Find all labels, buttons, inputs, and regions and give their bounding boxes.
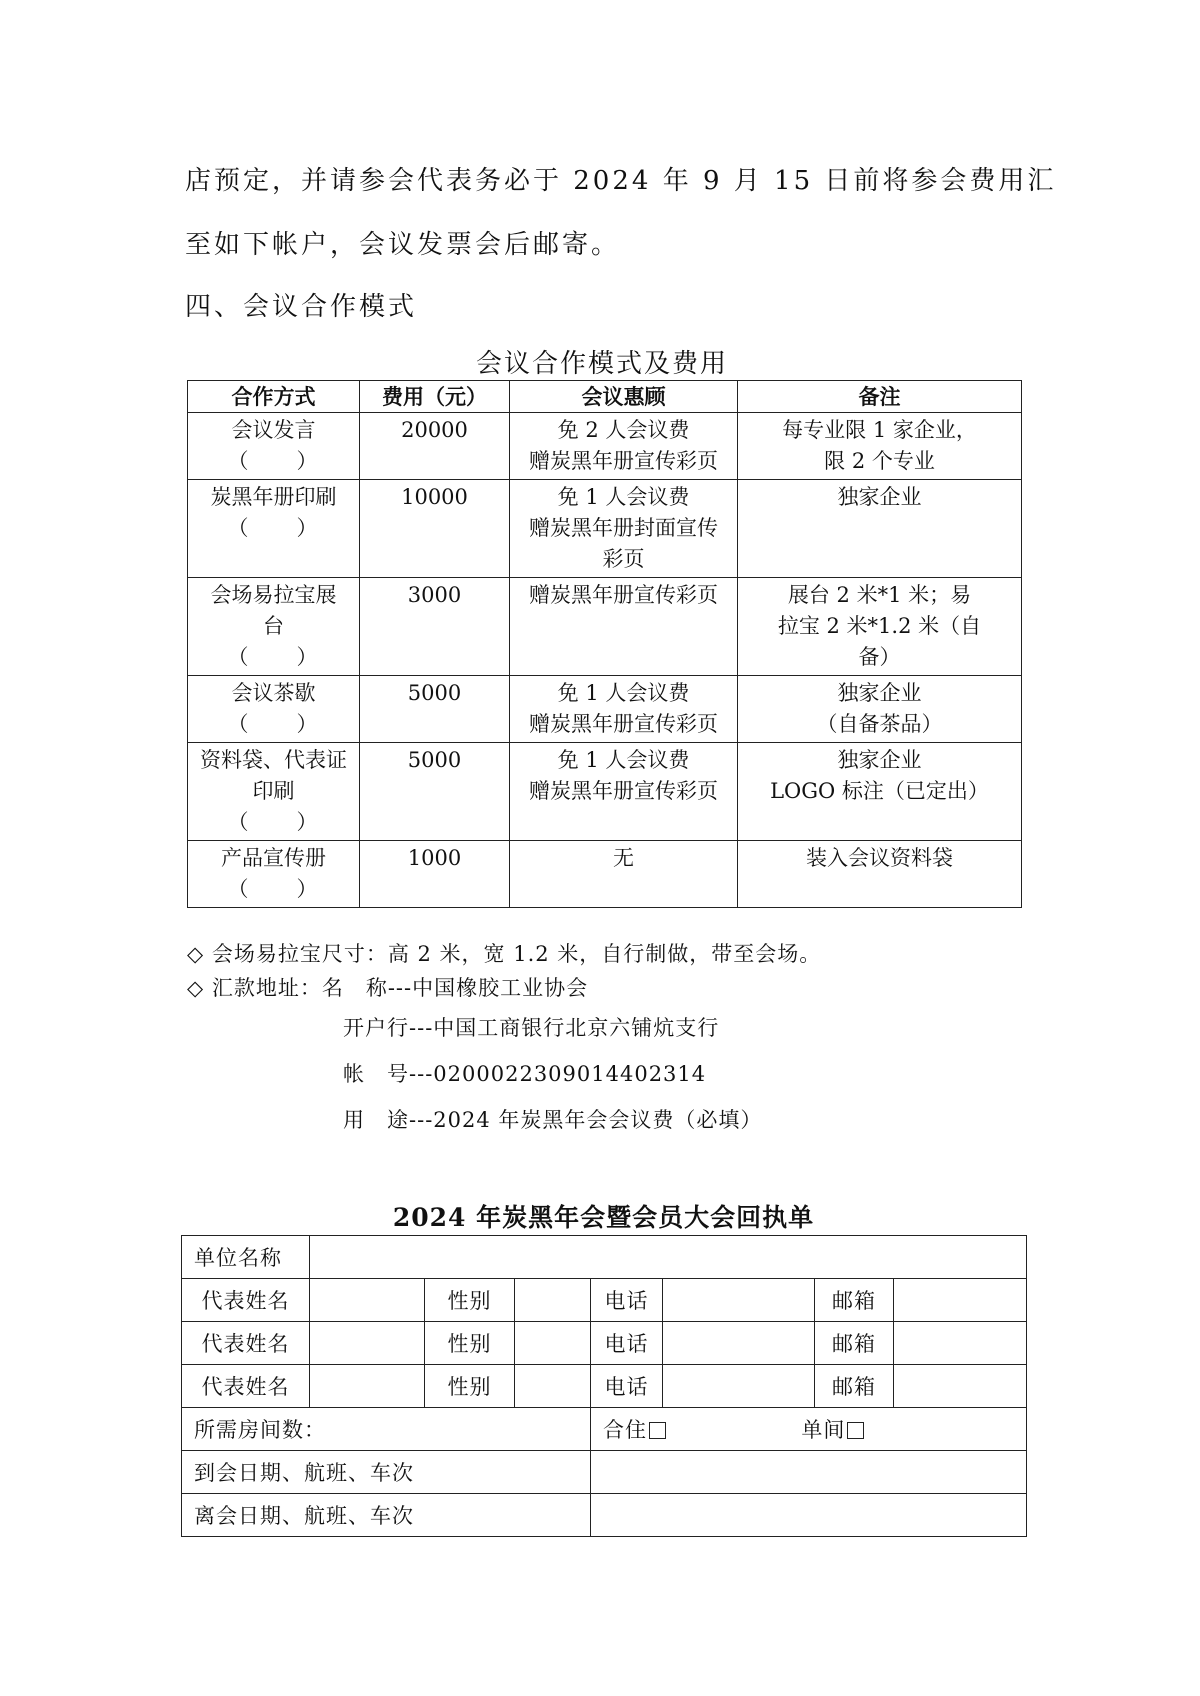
email-label: 邮箱 bbox=[815, 1365, 894, 1408]
coop-benefit-cell bbox=[510, 743, 738, 841]
header-fee: 费用（元） bbox=[360, 381, 510, 413]
email-cell[interactable] bbox=[894, 1279, 1027, 1322]
coop-benefit-text: 免 1 人会议费 bbox=[557, 485, 690, 509]
selection-blank[interactable]: （ ） bbox=[227, 516, 320, 540]
coop-row bbox=[188, 480, 1022, 578]
cooperation-table bbox=[187, 380, 1022, 908]
gender-label: 性别 bbox=[425, 1279, 515, 1322]
coop-mode-text: 台 bbox=[263, 614, 284, 638]
email-cell[interactable] bbox=[894, 1322, 1027, 1365]
coop-mode-text: 产品宣传册 bbox=[221, 846, 326, 870]
coop-row bbox=[188, 841, 1022, 908]
coop-benefit-cell bbox=[510, 841, 738, 908]
coop-mode-cell bbox=[188, 743, 360, 841]
rooms-row bbox=[182, 1408, 1027, 1451]
selection-blank[interactable]: （ ） bbox=[227, 810, 320, 834]
receipt-form bbox=[181, 1235, 1027, 1537]
coop-fee-cell bbox=[360, 480, 510, 578]
size-note: ◇ 会场易拉宝尺寸：高 2 米，宽 1.2 米，自行制做，带至会场。 bbox=[187, 942, 822, 966]
intro-line-2: 至如下帐户，会议发票会后邮寄。 bbox=[185, 230, 621, 260]
coop-fee-cell bbox=[360, 676, 510, 743]
coop-fee-cell bbox=[360, 841, 510, 908]
coop-remark-cell bbox=[738, 578, 1022, 676]
coop-remark-cell bbox=[738, 413, 1022, 480]
coop-remark-text: 每专业限 1 家企业， bbox=[782, 418, 977, 442]
phone-cell[interactable] bbox=[663, 1279, 815, 1322]
coop-benefit-text: 彩页 bbox=[602, 547, 645, 571]
rooms-label: 所需房间数： bbox=[182, 1408, 591, 1451]
coop-row bbox=[188, 743, 1022, 841]
coop-mode-text: 炭黑年册印刷 bbox=[210, 485, 337, 509]
remit-name: ◇ 汇款地址：名 称---中国橡胶工业协会 bbox=[187, 976, 589, 1000]
rep-name-cell[interactable] bbox=[310, 1279, 425, 1322]
section-heading: 四、会议合作模式 bbox=[185, 292, 418, 322]
remit-account: 帐 号---0200022309014402314 bbox=[343, 1062, 707, 1086]
single-room-label: 单间 bbox=[801, 1418, 846, 1442]
selection-blank[interactable]: （ ） bbox=[227, 712, 320, 736]
coop-remark-text: 独家企业 bbox=[837, 748, 922, 772]
coop-remark-text: 独家企业 bbox=[837, 485, 922, 509]
coop-table-caption: 会议合作模式及费用 bbox=[475, 349, 728, 379]
shared-room-checkbox[interactable] bbox=[649, 1422, 666, 1439]
rep-row bbox=[182, 1279, 1027, 1322]
coop-remark-cell bbox=[738, 743, 1022, 841]
selection-blank[interactable]: （ ） bbox=[227, 645, 320, 669]
shared-room-label: 合住 bbox=[603, 1418, 647, 1442]
coop-mode-cell bbox=[188, 578, 360, 676]
coop-remark-text: 装入会议资料袋 bbox=[806, 846, 953, 870]
selection-blank[interactable]: （ ） bbox=[227, 877, 320, 901]
coop-row bbox=[188, 676, 1022, 743]
coop-mode-text: 会议茶歇 bbox=[231, 681, 316, 705]
coop-mode-text: 资料袋、代表证 bbox=[200, 748, 347, 772]
coop-benefit-text: 赠炭黑年册宣传彩页 bbox=[529, 449, 718, 473]
gender-cell[interactable] bbox=[515, 1365, 591, 1408]
coop-mode-text: 印刷 bbox=[252, 779, 295, 803]
coop-fee-text: 10000 bbox=[401, 485, 468, 509]
header-benefit: 会议惠顾 bbox=[510, 381, 738, 413]
arrival-label: 到会日期、航班、车次 bbox=[182, 1451, 591, 1494]
coop-remark-text: 限 2 个专业 bbox=[824, 449, 935, 473]
phone-cell[interactable] bbox=[663, 1322, 815, 1365]
coop-remark-text: LOGO 标注（已定出） bbox=[770, 779, 989, 803]
coop-benefit-text: 赠炭黑年册宣传彩页 bbox=[529, 779, 718, 803]
coop-benefit-text: 免 1 人会议费 bbox=[557, 748, 690, 772]
coop-benefit-cell bbox=[510, 413, 738, 480]
coop-fee-text: 5000 bbox=[407, 748, 462, 772]
phone-label: 电话 bbox=[591, 1322, 663, 1365]
coop-benefit-cell bbox=[510, 578, 738, 676]
receipt-title: 2024 年炭黑年会暨会员大会回执单 bbox=[392, 1203, 815, 1232]
unit-row bbox=[182, 1236, 1027, 1279]
intro-line-1: 店预定，并请参会代表务必于 2024 年 9 月 15 日前将参会费用汇 bbox=[185, 166, 1057, 196]
coop-remark-cell bbox=[738, 480, 1022, 578]
remit-bank: 开户行---中国工商银行北京六铺炕支行 bbox=[343, 1016, 720, 1040]
coop-remark-cell bbox=[738, 676, 1022, 743]
gender-label: 性别 bbox=[425, 1322, 515, 1365]
phone-label: 电话 bbox=[591, 1279, 663, 1322]
coop-fee-cell bbox=[360, 413, 510, 480]
room-type-cell bbox=[591, 1408, 1027, 1451]
coop-mode-cell bbox=[188, 676, 360, 743]
coop-benefit-cell bbox=[510, 676, 738, 743]
departure-row bbox=[182, 1494, 1027, 1537]
coop-fee-text: 5000 bbox=[407, 681, 462, 705]
coop-mode-text: 会议发言 bbox=[231, 418, 316, 442]
unit-input-cell[interactable] bbox=[310, 1236, 1027, 1279]
coop-remark-text: （自备茶品） bbox=[816, 712, 943, 736]
selection-blank[interactable]: （ ） bbox=[227, 449, 320, 473]
coop-benefit-text: 赠炭黑年册宣传彩页 bbox=[529, 712, 718, 736]
coop-fee-cell bbox=[360, 743, 510, 841]
rep-label: 代表姓名 bbox=[182, 1322, 310, 1365]
single-room-checkbox[interactable] bbox=[847, 1422, 864, 1439]
coop-remark-text: 拉宝 2 米*1.2 米（自 bbox=[777, 614, 982, 638]
coop-fee-text: 1000 bbox=[407, 846, 462, 870]
email-label: 邮箱 bbox=[815, 1279, 894, 1322]
coop-remark-cell bbox=[738, 841, 1022, 908]
rep-label: 代表姓名 bbox=[182, 1365, 310, 1408]
coop-header-row bbox=[188, 381, 1022, 413]
coop-mode-cell bbox=[188, 413, 360, 480]
arrival-input-cell[interactable] bbox=[591, 1451, 1027, 1494]
coop-row bbox=[188, 578, 1022, 676]
coop-benefit-cell bbox=[510, 480, 738, 578]
rep-row bbox=[182, 1322, 1027, 1365]
email-label: 邮箱 bbox=[815, 1322, 894, 1365]
email-cell[interactable] bbox=[894, 1365, 1027, 1408]
gender-cell[interactable] bbox=[515, 1279, 591, 1322]
coop-mode-text: 会场易拉宝展 bbox=[210, 583, 337, 607]
rep-row bbox=[182, 1365, 1027, 1408]
rep-name-cell[interactable] bbox=[310, 1365, 425, 1408]
coop-remark-text: 独家企业 bbox=[837, 681, 922, 705]
coop-benefit-text: 赠炭黑年册宣传彩页 bbox=[529, 583, 718, 607]
coop-mode-cell bbox=[188, 480, 360, 578]
remit-purpose: 用 途---2024 年炭黑年会会议费（必填） bbox=[343, 1108, 763, 1132]
coop-fee-cell bbox=[360, 578, 510, 676]
coop-benefit-text: 免 2 人会议费 bbox=[557, 418, 690, 442]
unit-label: 单位名称 bbox=[182, 1236, 310, 1279]
gender-label: 性别 bbox=[425, 1365, 515, 1408]
coop-fee-text: 3000 bbox=[407, 583, 462, 607]
coop-remark-text: 展台 2 米*1 米；易 bbox=[787, 583, 972, 607]
departure-input-cell[interactable] bbox=[591, 1494, 1027, 1537]
coop-row bbox=[188, 413, 1022, 480]
rep-name-cell[interactable] bbox=[310, 1322, 425, 1365]
coop-mode-cell bbox=[188, 841, 360, 908]
header-remark: 备注 bbox=[738, 381, 1022, 413]
phone-cell[interactable] bbox=[663, 1365, 815, 1408]
departure-label: 离会日期、航班、车次 bbox=[182, 1494, 591, 1537]
coop-remark-text: 备） bbox=[858, 645, 901, 669]
coop-benefit-text: 免 1 人会议费 bbox=[557, 681, 690, 705]
rep-label: 代表姓名 bbox=[182, 1279, 310, 1322]
coop-benefit-text: 赠炭黑年册封面宣传 bbox=[529, 516, 718, 540]
coop-fee-text: 20000 bbox=[401, 418, 468, 442]
coop-benefit-text: 无 bbox=[613, 846, 634, 870]
arrival-row bbox=[182, 1451, 1027, 1494]
phone-label: 电话 bbox=[591, 1365, 663, 1408]
gender-cell[interactable] bbox=[515, 1322, 591, 1365]
header-mode: 合作方式 bbox=[188, 381, 360, 413]
